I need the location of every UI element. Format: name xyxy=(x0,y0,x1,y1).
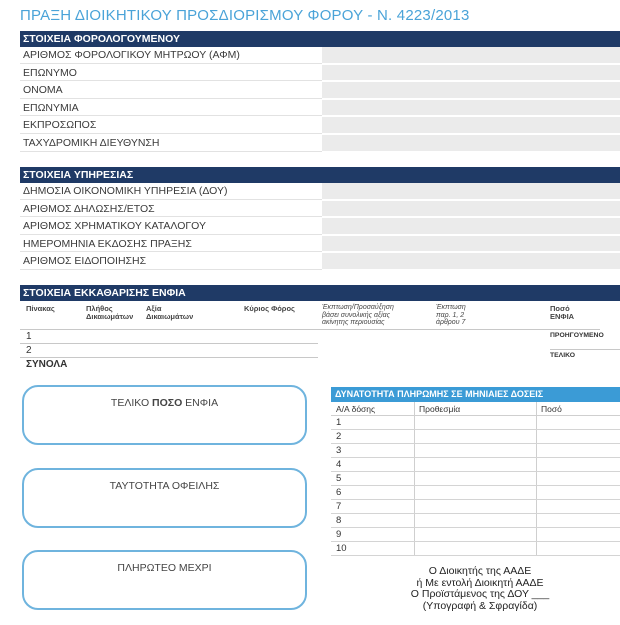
installment-amount-cell[interactable] xyxy=(537,416,620,429)
col-ekptosi1: Έκπτωση/Προσαύξηση βάσει συνολικής αξίας ακίνητης περιουσίας xyxy=(322,304,394,326)
col-aa: Α/Α δόσης xyxy=(331,402,415,415)
installments-heading: ΔΥΝΑΤΟΤΗΤΑ ΠΛΗΡΩΜΗΣ ΣΕ ΜΗΝΙΑΙΕΣ ΔΟΣΕΙΣ xyxy=(331,387,620,402)
signature-line: (Υπογραφή & Σφραγίδα) xyxy=(422,599,538,612)
taxpayer-heading: ΣΤΟΙΧΕΙΑ ΦΟΡΟΛΟΓΟΥΜΕΝΟΥ xyxy=(20,31,620,47)
installment-deadline-cell[interactable] xyxy=(415,444,537,457)
signature-block xyxy=(380,566,580,612)
installments-section xyxy=(331,387,620,556)
issue-date-field[interactable] xyxy=(322,236,620,253)
col-plithos: Πλήθος Δικαιωμάτων xyxy=(86,304,134,321)
final-amount-box xyxy=(22,385,307,445)
afm-field[interactable] xyxy=(322,47,620,64)
settlement-row-1: 1 xyxy=(26,331,32,342)
address-field[interactable] xyxy=(322,135,620,152)
field-label: ΑΡΙΘΜΟΣ ΔΗΛΩΣΗΣ/ΕΤΟΣ xyxy=(20,201,322,218)
installment-number: 1 xyxy=(331,416,415,429)
installment-deadline-cell[interactable] xyxy=(415,430,537,443)
payable-until-label: ΠΛΗΡΩΤΕΟ ΜΕΧΡΙ xyxy=(117,562,212,574)
settlement-heading: ΣΤΟΙΧΕΙΑ ΕΚΚΑΘΑΡΙΣΗΣ ΕΝΦΙΑ xyxy=(20,285,620,301)
field-label: ΑΡΙΘΜΟΣ ΕΙΔΟΠΟΙΗΣΗΣ xyxy=(20,253,322,270)
debt-id-box xyxy=(22,468,307,528)
form-row xyxy=(20,253,620,271)
field-label: ΕΚΠΡΟΣΩΠΟΣ xyxy=(20,117,322,134)
settlement-row-2: 2 xyxy=(26,345,32,356)
installment-row xyxy=(331,472,620,486)
col-kyrios: Κύριος Φόρος xyxy=(244,304,295,313)
form-row xyxy=(20,100,620,118)
installment-number: 7 xyxy=(331,500,415,513)
doy-field[interactable] xyxy=(322,183,620,200)
col-ekptosi2: Έκπτωση παρ. 1, 2 άρθρου 7 xyxy=(436,304,466,326)
divider xyxy=(20,357,318,358)
installment-amount-cell[interactable] xyxy=(537,514,620,527)
form-row xyxy=(20,183,620,201)
installment-number: 8 xyxy=(331,514,415,527)
form-row xyxy=(20,47,620,65)
service-heading: ΣΤΟΙΧΕΙΑ ΥΠΗΡΕΣΙΑΣ xyxy=(20,167,620,183)
installment-row xyxy=(331,444,620,458)
installment-row xyxy=(331,514,620,528)
installment-number: 4 xyxy=(331,458,415,471)
divider xyxy=(20,329,600,330)
final-amount-bold: ΠΟΣΟ xyxy=(152,397,183,409)
form-row xyxy=(20,65,620,83)
installment-amount-cell[interactable] xyxy=(537,528,620,541)
installment-amount-cell[interactable] xyxy=(537,458,620,471)
installment-deadline-cell[interactable] xyxy=(415,416,537,429)
form-row xyxy=(20,117,620,135)
installment-number: 5 xyxy=(331,472,415,485)
service-section xyxy=(20,167,620,271)
form-row xyxy=(20,201,620,219)
notice-number-field[interactable] xyxy=(322,253,620,270)
col-deadline: Προθεσμία xyxy=(415,402,537,415)
document-title: ΠΡΑΞΗ ΔΙΟΙΚΗΤΙΚΟΥ ΠΡΟΣΔΙΟΡΙΣΜΟΥ ΦΟΡΟΥ - Ν. 4223/2013 xyxy=(20,7,470,24)
installment-number: 6 xyxy=(331,486,415,499)
settlement-section xyxy=(20,285,620,370)
field-label: ΟΝΟΜΑ xyxy=(20,82,322,99)
signature-line: Ο Διοικητής της ΑΑΔΕ xyxy=(428,565,532,577)
installment-number: 2 xyxy=(331,430,415,443)
form-row xyxy=(20,218,620,236)
installment-row xyxy=(331,528,620,542)
divider xyxy=(20,343,318,344)
signature-line: Ο Προϊστάμενος της ΔΟΥ ___ xyxy=(410,588,550,600)
field-label: ΕΠΩΝΥΜΟ xyxy=(20,65,322,82)
divider xyxy=(550,349,620,350)
installment-deadline-cell[interactable] xyxy=(415,542,537,555)
installments-columns xyxy=(331,402,620,416)
declaration-number-field[interactable] xyxy=(322,201,620,218)
installment-deadline-cell[interactable] xyxy=(415,500,537,513)
installment-amount-cell[interactable] xyxy=(537,500,620,513)
name-field[interactable] xyxy=(322,82,620,99)
field-label: ΑΡΙΘΜΟΣ ΧΡΗΜΑΤΙΚΟΥ ΚΑΤΑΛΟΓΟΥ xyxy=(20,218,322,235)
installment-row xyxy=(331,458,620,472)
field-label: ΕΠΩΝΥΜΙΑ xyxy=(20,100,322,117)
installment-deadline-cell[interactable] xyxy=(415,528,537,541)
installment-deadline-cell[interactable] xyxy=(415,514,537,527)
installment-row xyxy=(331,542,620,556)
installment-amount-cell[interactable] xyxy=(537,430,620,443)
installment-amount-cell[interactable] xyxy=(537,542,620,555)
payable-until-box xyxy=(22,550,307,610)
surname-field[interactable] xyxy=(322,65,620,82)
installment-row xyxy=(331,500,620,514)
final-label: ΤΕΛΙΚΟ xyxy=(550,352,575,359)
company-name-field[interactable] xyxy=(322,100,620,117)
installment-amount-cell[interactable] xyxy=(537,486,620,499)
installment-row xyxy=(331,486,620,500)
installment-row xyxy=(331,430,620,444)
col-pinakas: Πίνακας xyxy=(26,304,55,313)
installment-deadline-cell[interactable] xyxy=(415,472,537,485)
representative-field[interactable] xyxy=(322,117,620,134)
installment-row xyxy=(331,416,620,430)
field-label: ΗΜΕΡΟΜΗΝΙΑ ΕΚΔΟΣΗΣ ΠΡΑΞΗΣ xyxy=(20,236,322,253)
form-row xyxy=(20,236,620,254)
form-row xyxy=(20,82,620,100)
col-axia: Αξία Δικαιωμάτων xyxy=(146,304,194,321)
field-label: ΤΑΧΥΔΡΟΜΙΚΗ ΔΙΕΥΘΥΝΣΗ xyxy=(20,135,322,152)
catalog-number-field[interactable] xyxy=(322,218,620,235)
installment-amount-cell[interactable] xyxy=(537,444,620,457)
form-row xyxy=(20,135,620,153)
debt-id-label: ΤΑΥΤΟΤΗΤΑ ΟΦΕΙΛΗΣ xyxy=(109,480,220,492)
col-poso: Ποσό ΕΝΦΙΑ xyxy=(550,304,575,321)
field-label: ΑΡΙΘΜΟΣ ΦΟΡΟΛΟΓΙΚΟΥ ΜΗΤΡΩΟΥ (ΑΦΜ) xyxy=(20,47,322,64)
signature-line: ή Με εντολή Διοικητή ΑΑΔΕ xyxy=(416,576,544,589)
installment-amount-cell[interactable] xyxy=(537,472,620,485)
installment-number: 10 xyxy=(331,542,415,555)
taxpayer-section xyxy=(20,31,620,153)
installment-deadline-cell[interactable] xyxy=(415,458,537,471)
installment-number: 9 xyxy=(331,528,415,541)
col-amount: Ποσό xyxy=(541,404,562,414)
previous-label: ΠΡΟΗΓΟΥΜΕΝΟ xyxy=(550,332,604,339)
settlement-totals: ΣΥΝΟΛΑ xyxy=(26,359,68,370)
installment-deadline-cell[interactable] xyxy=(415,486,537,499)
field-label: ΔΗΜΟΣΙΑ ΟΙΚΟΝΟΜΙΚΗ ΥΠΗΡΕΣΙΑ (ΔΟΥ) xyxy=(20,183,322,200)
installment-number: 3 xyxy=(331,444,415,457)
final-amount-text: ΕΝΦΙΑ xyxy=(182,397,219,409)
final-amount-text: ΤΕΛΙΚΟ xyxy=(110,397,153,409)
